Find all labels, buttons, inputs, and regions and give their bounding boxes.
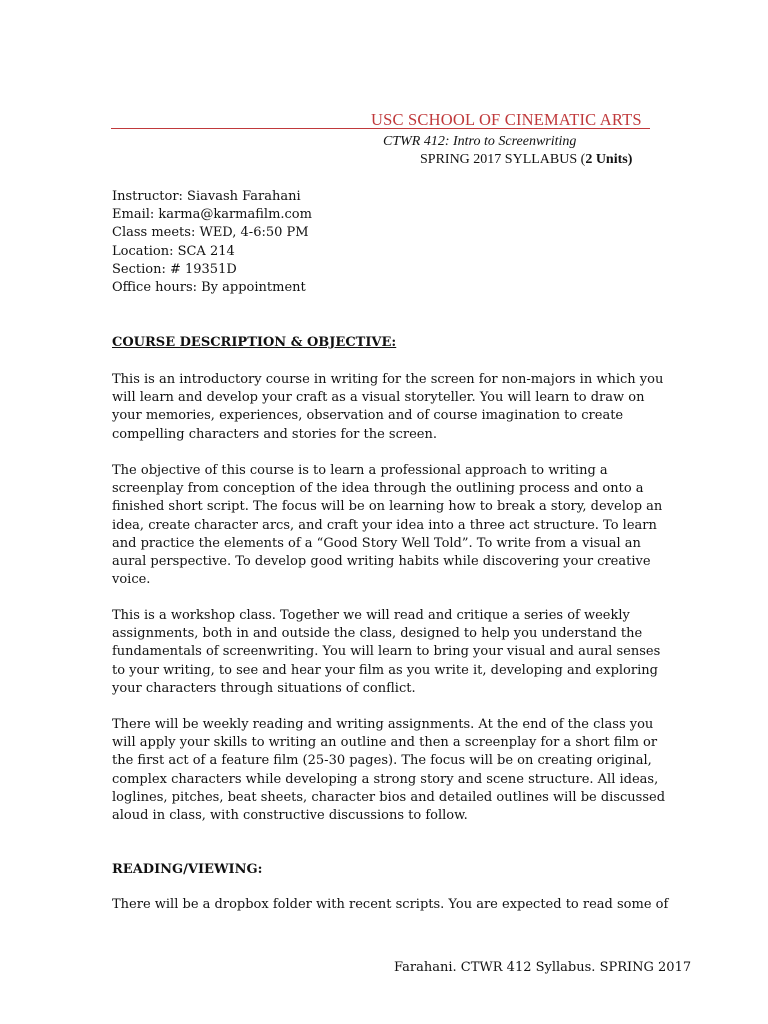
class-meets-line: Class meets: WED, 4-6:50 PM <box>112 225 309 241</box>
paragraph-line: idea, create character arcs, and craft your idea into a three act structure. To learn <box>112 517 657 533</box>
paragraph-line: This is a workshop class. Together we will read and critique a series of weekly <box>112 608 630 623</box>
paragraph-line: There will be weekly reading and writing assignments. At the end of the class you <box>112 717 654 732</box>
location-line: Location: SCA 214 <box>112 243 235 259</box>
office-hours-line: Office hours: By appointment <box>112 280 306 296</box>
paragraph-line: the first act of a feature film (25-30 pages). The focus will be on creating original, <box>112 753 652 769</box>
paragraph-line: screenplay from conception of the idea through the outlining process and onto a <box>112 481 644 497</box>
paragraph-line: aural perspective. To develop good writing habits while discovering your creative <box>112 554 651 570</box>
reading-heading: READING/VIEWING: <box>112 862 263 877</box>
section-line: Section: # 19351D <box>112 261 237 277</box>
paragraph-line: voice. <box>112 572 151 588</box>
paragraph-reading <box>112 896 672 914</box>
paragraph-line: loglines, pitches, beat sheets, character bios and detailed outlines will be discussed <box>112 789 666 805</box>
paragraph-line: will apply your skills to writing an outline and then a screenplay for a short film or <box>112 735 658 751</box>
paragraph-line: This is an introductory course in writing for the screen for non-majors in which you <box>112 372 664 387</box>
paragraph-line: to your writing, to see and hear your film as you write it, developing and exploring <box>112 662 658 678</box>
paragraph-line: will learn and develop your craft as a visual storyteller. You will learn to draw on <box>112 390 645 406</box>
paragraph-line: and practice the elements of a “Good Story Well Told”. To write from a visual an <box>112 535 641 551</box>
paragraph-line: compelling characters and stories for the screen. <box>112 426 437 442</box>
term-prefix: SPRING 2017 SYLLABUS ( <box>420 152 586 167</box>
paragraph-line: complex characters while developing a strong story and scene structure. All ideas, <box>112 771 659 787</box>
instructor-info <box>112 188 312 297</box>
paragraph-line: your memories, experiences, observation and of course imagination to create <box>112 408 624 424</box>
paragraph-intro <box>112 371 672 444</box>
paragraph-line: finished short script. The focus will be on learning how to break a story, develop an <box>112 499 663 515</box>
term-units: 2 Units <box>585 152 628 167</box>
paragraph-objective <box>112 462 672 589</box>
term-suffix: ) <box>627 152 633 167</box>
instructor-line: Instructor: Siavash Farahani <box>112 189 301 204</box>
email-line: Email: karma@karmafilm.com <box>112 207 312 223</box>
paragraph-line: fundamentals of screenwriting. You will learn to bring your visual and aural senses <box>112 644 661 660</box>
course-description-heading: COURSE DESCRIPTION & OBJECTIVE: <box>112 335 397 350</box>
school-name: USC SCHOOL OF CINEMATIC ARTS <box>371 110 642 129</box>
paragraph-assignments <box>112 716 672 825</box>
course-title: CTWR 412: Intro to Screenwriting <box>383 134 577 149</box>
paragraph-line: your characters through situations of conflict. <box>112 680 416 696</box>
page-footer: Farahani. CTWR 412 Syllabus. SPRING 2017 <box>394 960 692 975</box>
paragraph-line: assignments, both in and outside the class, designed to help you understand the <box>112 626 643 642</box>
header-divider <box>111 128 650 129</box>
paragraph-workshop <box>112 607 672 698</box>
paragraph-line: There will be a dropbox folder with recent scripts. You are expected to read some of <box>112 897 669 912</box>
paragraph-line: aloud in class, with constructive discussions to follow. <box>112 808 468 824</box>
term-line <box>420 152 632 168</box>
paragraph-line: The objective of this course is to learn a professional approach to writing a <box>112 463 608 478</box>
